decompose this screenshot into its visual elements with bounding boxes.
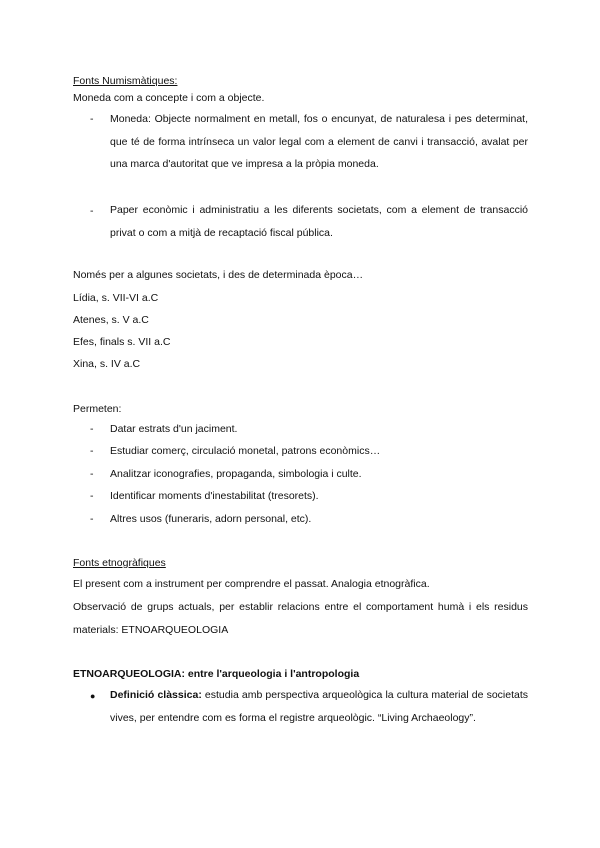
dash-bullet: - xyxy=(90,205,94,217)
heading-fonts-numismatiques: Fonts Numismàtiques: xyxy=(73,75,178,87)
society-item: Atenes, s. V a.C xyxy=(73,314,149,326)
dash-bullet: - xyxy=(90,513,94,525)
dash-bullet: - xyxy=(90,490,94,502)
definicio-classica xyxy=(110,684,528,729)
permeten-item: Identificar moments d'inestabilitat (tresorets). xyxy=(110,490,319,502)
dash-bullet: - xyxy=(90,445,94,457)
dash-bullet: - xyxy=(90,113,94,125)
dash-bullet: - xyxy=(90,423,94,435)
heading-fonts-etnografiques: Fonts etnogràfiques xyxy=(73,557,166,569)
permeten-item: Analitzar iconografies, propaganda, simbologia i culte. xyxy=(110,468,362,480)
permeten-item: Datar estrats d'un jaciment. xyxy=(110,423,238,435)
intro-line: Moneda com a concepte i com a objecte. xyxy=(73,92,265,104)
etno-line-2: Observació de grups actuals, per establir relacions entre el comportament humà i els residus materials: ETNOARQUEOLOGIA xyxy=(73,601,528,636)
etno-line-1: El present com a instrument per comprendre el passat. Analogia etnogràfica. xyxy=(73,578,430,590)
society-item: Lídia, s. VII-VI a.C xyxy=(73,292,159,304)
permeten-item: Altres usos (funeraris, adorn personal, etc). xyxy=(110,513,312,525)
round-bullet: ● xyxy=(90,691,96,701)
permeten-item: Estudiar comerç, circulació monetal, patrons econòmics… xyxy=(110,445,381,457)
societies-intro: Només per a algunes societats, i des de determinada època… xyxy=(73,269,364,281)
bullet-moneda: Moneda: Objecte normalment en metall, fos o encunyat, de naturalesa i pes determinat, que té de forma intrínseca un valor legal com a element de canvi i transacció, avalat per una marca d'autoritat que ve impresa a la pròpia moneda. xyxy=(110,113,528,170)
definicio-label: Definició clàssica: xyxy=(110,689,202,701)
society-item: Xina, s. IV a.C xyxy=(73,358,141,370)
society-item: Efes, finals s. VII a.C xyxy=(73,336,171,348)
heading-etnoarqueologia: ETNOARQUEOLOGIA: entre l'arqueologia i l'antropologia xyxy=(73,668,360,680)
dash-bullet: - xyxy=(90,468,94,480)
heading-permeten: Permeten: xyxy=(73,403,122,415)
bullet-paper-economic: Paper econòmic i administratiu a les diferents societats, com a element de transacció privat o com a mitjà de recaptació fiscal pública. xyxy=(110,204,528,239)
definicio-text: estudia amb perspectiva arqueològica la cultura material de societats vives, per entendre com es forma el registre arqueològic. “Living Archaeology”. xyxy=(110,689,529,724)
